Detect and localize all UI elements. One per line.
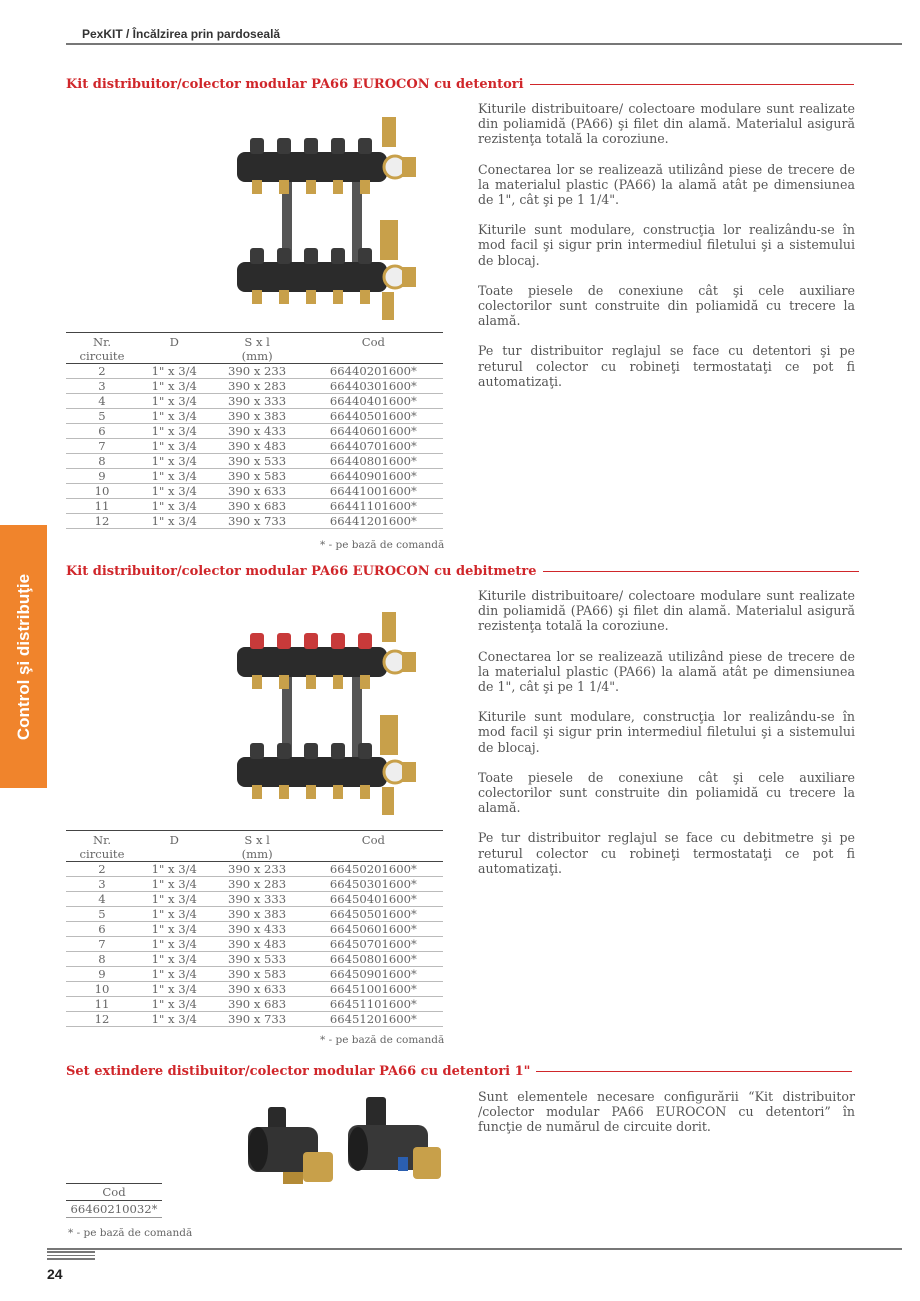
table-cell: 66440601600* (304, 424, 443, 439)
footnote: * - pe bază de comandă (68, 1227, 193, 1239)
table-cell: 1" x 3/4 (138, 379, 211, 394)
table-cell: 1" x 3/4 (138, 937, 211, 952)
description-paragraph: Conectarea lor se realizează utilizând piese de trecere de la materialul plastic (PA66) la alamă atât pe dimensiunea de 1", cât şi pe 1 1/4". (478, 161, 855, 208)
code-header: Cod (66, 1183, 162, 1201)
table-cell: 1" x 3/4 (138, 424, 211, 439)
section-title-extindere (66, 1064, 852, 1079)
description-paragraph: Pe tur distribuitor reglajul se face cu debitmetre şi pe returul colector cu robineţi termostataţi ce pot fi automatizaţi. (478, 830, 855, 876)
table-cell: 66440701600* (304, 439, 443, 454)
table-row (66, 952, 443, 967)
table-cell: 1" x 3/4 (138, 454, 211, 469)
table-cell: 12 (66, 1012, 138, 1027)
running-header: PexKIT / Încălzirea prin pardoseală (82, 27, 281, 41)
table-cell: 7 (66, 937, 138, 952)
table-cell: 390 x 533 (211, 952, 304, 967)
table-row (66, 454, 443, 469)
description-paragraph: Pe tur distribuitor reglajul se face cu detentori şi pe returul colector cu robineţi termostataţi ce pot fi automatizaţi. (478, 343, 855, 389)
table-cell: 1" x 3/4 (138, 514, 211, 529)
table-row (66, 967, 443, 982)
table-header-row (66, 831, 443, 862)
table-cell: 66440801600* (304, 454, 443, 469)
table-row (66, 439, 443, 454)
footer-divider (47, 1248, 902, 1250)
table-cell: 9 (66, 967, 138, 982)
column-header (66, 831, 138, 862)
table-row (66, 922, 443, 937)
table-cell: 390 x 683 (211, 997, 304, 1012)
column-header (138, 333, 211, 364)
table-row (66, 409, 443, 424)
column-header-label: Nr. (92, 335, 112, 349)
table-cell: 1" x 3/4 (138, 997, 211, 1012)
column-header-label: (mm) (241, 847, 273, 861)
table-cell: 1" x 3/4 (138, 982, 211, 997)
table-cell: 390 x 383 (211, 409, 304, 424)
table-cell: 6 (66, 922, 138, 937)
table-cell: 390 x 433 (211, 424, 304, 439)
table-cell: 390 x 333 (211, 892, 304, 907)
table-cell: 390 x 483 (211, 439, 304, 454)
column-header (66, 333, 138, 364)
table-cell: 390 x 283 (211, 877, 304, 892)
table-cell: 390 x 733 (211, 1012, 304, 1027)
description-paragraph: Kiturile sunt modulare, construcţia lor realizându-se în mod facil şi sigur prin intermediul filetului şi a sistemului de blocaj. (478, 222, 855, 268)
table-cell: 66450901600* (304, 967, 443, 982)
table-cell: 1" x 3/4 (138, 364, 211, 379)
table-cell: 66440501600* (304, 409, 443, 424)
table-cell: 66450401600* (304, 892, 443, 907)
description-paragraph: Conectarea lor se realizează utilizând piese de trecere de la materialul plastic (PA66) la alamă atât pe dimensiunea de 1", cât şi pe 1 1/4". (478, 648, 855, 695)
table-cell: 1" x 3/4 (138, 922, 211, 937)
table-row (66, 514, 443, 529)
table-row (66, 877, 443, 892)
table-cell: 4 (66, 394, 138, 409)
table-cell: 5 (66, 907, 138, 922)
table-row (66, 982, 443, 997)
column-header-label: Cod (361, 833, 385, 847)
table-cell: 390 x 233 (211, 364, 304, 379)
table-cell: 390 x 633 (211, 982, 304, 997)
table-cell: 66450701600* (304, 937, 443, 952)
table-row (66, 1012, 443, 1027)
table-cell: 1" x 3/4 (138, 877, 211, 892)
table-cell: 66450201600* (304, 862, 443, 877)
table-cell: 2 (66, 364, 138, 379)
table-cell: 6 (66, 424, 138, 439)
table-cell: 66441001600* (304, 484, 443, 499)
column-header-label: circuite (79, 847, 125, 861)
column-header-label: (mm) (241, 349, 273, 363)
table-cell: 1" x 3/4 (138, 1012, 211, 1027)
table-cell: 8 (66, 454, 138, 469)
extension-set-image (248, 1097, 448, 1191)
table-cell: 1" x 3/4 (138, 409, 211, 424)
code-table (66, 1183, 162, 1218)
table-row (66, 997, 443, 1012)
section-title-text: Kit distribuitor/colector modular PA66 EUROCON cu detentori (66, 77, 524, 92)
column-header-label: S x l (244, 335, 270, 349)
table-header-row (66, 333, 443, 364)
table-row (66, 364, 443, 379)
table-cell: 1" x 3/4 (138, 862, 211, 877)
table-cell: 66441201600* (304, 514, 443, 529)
table-row (66, 469, 443, 484)
table-cell: 3 (66, 877, 138, 892)
table-cell: 1" x 3/4 (138, 439, 211, 454)
table-cell: 1" x 3/4 (138, 907, 211, 922)
table-cell: 10 (66, 982, 138, 997)
table-row (66, 424, 443, 439)
table-cell: 390 x 733 (211, 514, 304, 529)
description-paragraph: Toate piesele de conexiune cât şi cele auxiliare colectorilor sunt construite din poliamidă cu trecere la alamă. (478, 769, 855, 816)
footnote: * - pe bază de comandă (320, 1034, 445, 1046)
table-cell: 12 (66, 514, 138, 529)
table-cell: 390 x 333 (211, 394, 304, 409)
table-row (66, 862, 443, 877)
description-paragraph: Sunt elementele necesare configurării “Kit distribuitor /colector modular PA66 EUROCON cu detentori” în funcţie de numărul de circuite dorit. (478, 1089, 855, 1135)
table-cell: 66450501600* (304, 907, 443, 922)
table-row (66, 892, 443, 907)
table-cell: 66450601600* (304, 922, 443, 937)
table-cell: 390 x 583 (211, 967, 304, 982)
column-header-label: D (169, 335, 179, 349)
footnote: * - pe bază de comandă (320, 539, 445, 551)
section-description (478, 1089, 855, 1150)
product-table (66, 332, 443, 529)
table-cell: 390 x 583 (211, 469, 304, 484)
table-cell: 1" x 3/4 (138, 484, 211, 499)
table-row (66, 484, 443, 499)
table-cell: 9 (66, 469, 138, 484)
section-title-text: Kit distribuitor/colector modular PA66 EUROCON cu debitmetre (66, 564, 537, 579)
table-cell: 3 (66, 379, 138, 394)
title-rule (543, 571, 859, 572)
table-cell: 66440301600* (304, 379, 443, 394)
table-cell: 1" x 3/4 (138, 967, 211, 982)
table-cell: 66451201600* (304, 1012, 443, 1027)
manifold-debitmetre-image (232, 607, 432, 821)
table-cell: 4 (66, 892, 138, 907)
table-cell: 66451001600* (304, 982, 443, 997)
table-cell: 390 x 383 (211, 907, 304, 922)
table-cell: 66450801600* (304, 952, 443, 967)
column-header (211, 831, 304, 862)
table-cell: 390 x 233 (211, 862, 304, 877)
column-header-label: Cod (361, 335, 385, 349)
table-cell: 7 (66, 439, 138, 454)
section-title-debitmetre (66, 564, 859, 579)
code-value: 66460210032* (66, 1201, 162, 1218)
description-paragraph: Kiturile sunt modulare, construcţia lor realizându-se în mod facil şi sigur prin intermediul filetului şi a sistemului de blocaj. (478, 709, 855, 755)
table-cell: 390 x 683 (211, 499, 304, 514)
table-row (66, 394, 443, 409)
column-header-label: D (169, 833, 179, 847)
title-rule (536, 1071, 852, 1072)
table-cell: 11 (66, 499, 138, 514)
column-header (304, 333, 443, 364)
page-number: 24 (47, 1266, 63, 1282)
table-cell: 11 (66, 997, 138, 1012)
table-cell: 390 x 633 (211, 484, 304, 499)
section-title-detentori (66, 77, 854, 92)
table-cell: 390 x 483 (211, 937, 304, 952)
table-cell: 66440201600* (304, 364, 443, 379)
table-cell: 1" x 3/4 (138, 892, 211, 907)
table-row (66, 379, 443, 394)
side-tab (0, 525, 47, 788)
table-cell: 66440901600* (304, 469, 443, 484)
table-cell: 10 (66, 484, 138, 499)
section-description (478, 588, 855, 891)
description-paragraph: Kiturile distribuitoare/ colectoare modulare sunt realizate din poliamidă (PA66) şi filet din alamă. Materialul asigură rezistenţa totală la coroziune. (478, 588, 855, 634)
side-tab-label: Control şi distribuţie (13, 573, 33, 740)
table-cell: 1" x 3/4 (138, 469, 211, 484)
section-description (478, 101, 855, 404)
table-row (66, 937, 443, 952)
table-cell: 1" x 3/4 (138, 394, 211, 409)
table-cell: 390 x 433 (211, 922, 304, 937)
table-cell: 1" x 3/4 (138, 952, 211, 967)
footer-bars (47, 1251, 95, 1262)
table-cell: 390 x 283 (211, 379, 304, 394)
column-header (138, 831, 211, 862)
column-header-label: S x l (244, 833, 270, 847)
table-cell: 66440401600* (304, 394, 443, 409)
description-paragraph: Kiturile distribuitoare/ colectoare modulare sunt realizate din poliamidă (PA66) şi filet din alamă. Materialul asigură rezistenţa totală la coroziune. (478, 101, 855, 147)
table-cell: 66451101600* (304, 997, 443, 1012)
product-table (66, 830, 443, 1027)
section-title-text: Set extindere distibuitor/colector modular PA66 cu detentori 1" (66, 1064, 531, 1079)
table-row (66, 499, 443, 514)
column-header-label: circuite (79, 349, 125, 363)
table-row (66, 907, 443, 922)
title-rule (530, 84, 854, 85)
column-header (304, 831, 443, 862)
description-paragraph: Toate piesele de conexiune cât şi cele auxiliare colectorilor sunt construite din poliamidă cu trecere la alamă. (478, 282, 855, 329)
table-cell: 1" x 3/4 (138, 499, 211, 514)
table-cell: 5 (66, 409, 138, 424)
table-cell: 390 x 533 (211, 454, 304, 469)
manifold-detentori-image (232, 112, 432, 326)
table-cell: 8 (66, 952, 138, 967)
table-cell: 66450301600* (304, 877, 443, 892)
column-header (211, 333, 304, 364)
table-cell: 2 (66, 862, 138, 877)
column-header-label: Nr. (92, 833, 112, 847)
header-divider (66, 43, 902, 45)
table-cell: 66441101600* (304, 499, 443, 514)
